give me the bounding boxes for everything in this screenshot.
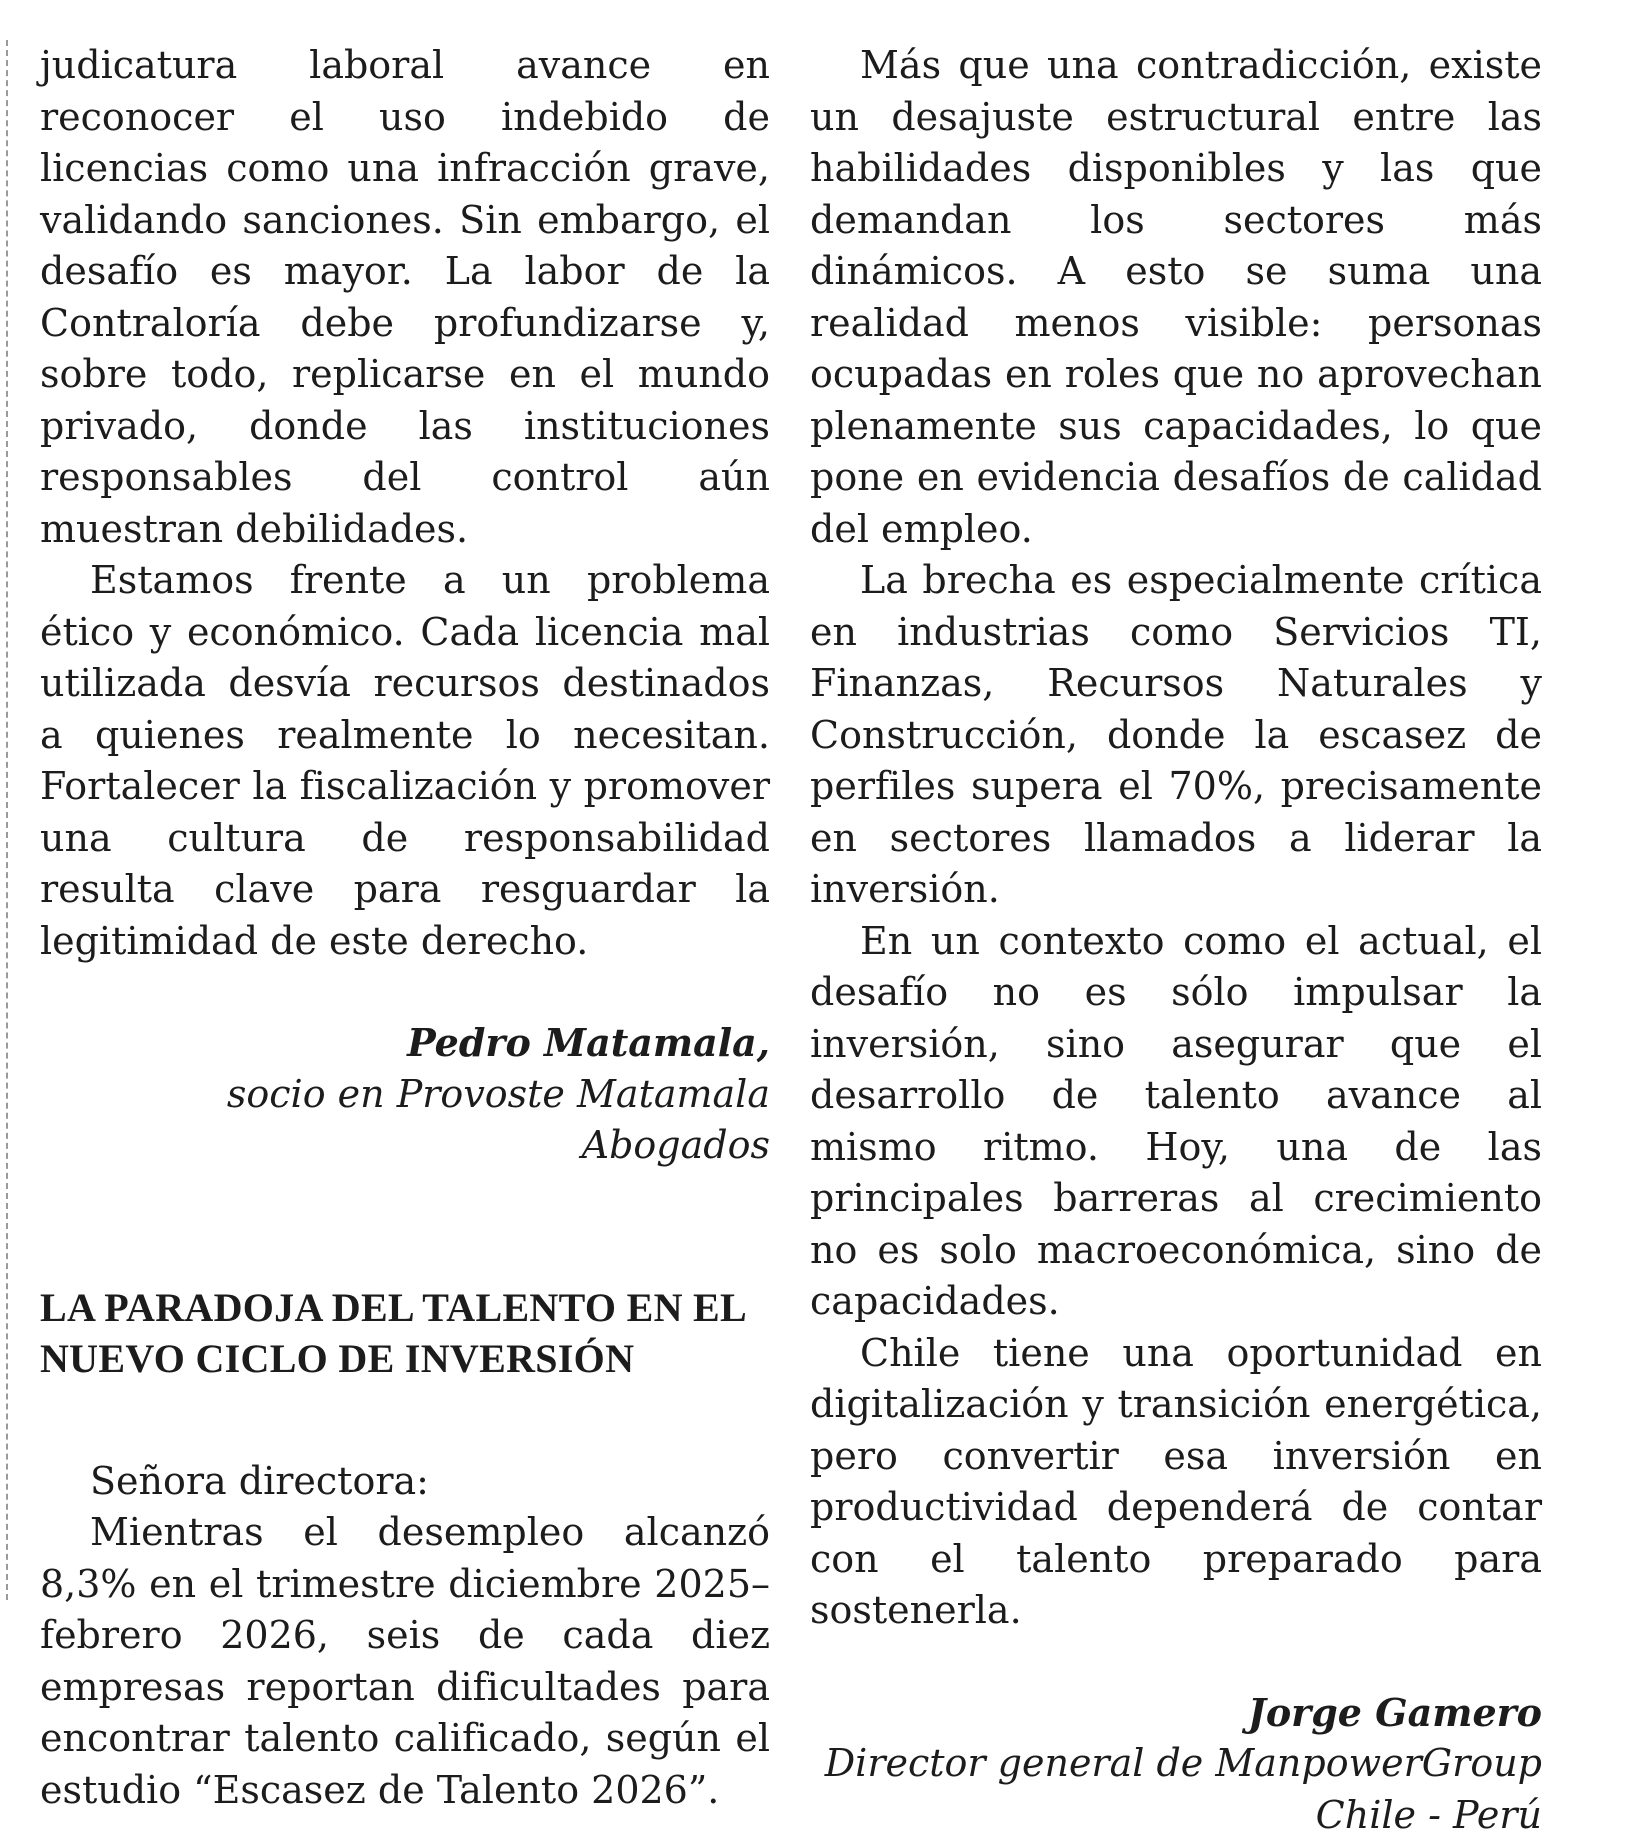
letter2-paragraph-1: Mientras el desempleo alcanzó 8,3% en el trimestre diciembre 2025–febrero 2026, seis de cada diez empresas reportan dificultades para encontrar talento calificado, según el estudio “Escasez de Talento 2026”. [40, 1507, 770, 1816]
letter1-continuation-text: judicatura laboral avance en reconocer el uso indebido de licencias como una infracción grave, validando sanciones. Sin embargo, el desafío es mayor. La labor de la Contraloría debe profundizarse y, sobre todo, replicarse en el mundo privado, donde las instituciones responsables del control aún muestran debilidades. [40, 40, 770, 555]
letter2-signature-role-line1: Director general de ManpowerGroup [810, 1738, 1542, 1790]
letter2-salutation: Señora directora: [40, 1456, 770, 1508]
column-edge-rule [6, 40, 8, 1600]
letter2-paragraph-5: Chile tiene una oportunidad en digitalización y transición energética, pero convertir esa inversión en productividad dependerá de contar con el talento preparado para sostenerla. [810, 1328, 1542, 1637]
letter2-headline [40, 1282, 770, 1384]
letter1-paragraph-2: Estamos frente a un problema ético y económico. Cada licencia mal utilizada desvía recursos destinados a quienes realmente lo necesitan. Fortalecer la fiscalización y promover una cultura de responsabilidad resulta clave para resguardar la legitimidad de este derecho. [40, 555, 770, 967]
letter2-paragraph-4: En un contexto como el actual, el desafío no es sólo impulsar la inversión, sino asegurar que el desarrollo de talento avance al mismo ritmo. Hoy, una de las principales barreras al crecimiento no es solo macroeconómica, sino de capacidades. [810, 916, 1542, 1328]
left-column [40, 40, 770, 1816]
letter1-signature-role: socio en Provoste Matamala Abogados [40, 1069, 770, 1172]
letter2-paragraph-3: La brecha es especialmente crítica en industrias como Servicios TI, Finanzas, Recursos Naturales y Construcción, donde la escasez de perfiles supera el 70%, precisamente en sectores llamados a liderar la inversión. [810, 555, 1542, 916]
right-column [810, 40, 1542, 1841]
letter2-paragraph-2: Más que una contradicción, existe un desajuste estructural entre las habilidades disponibles y las que demandan los sectores más dinámicos. A esto se suma una realidad menos visible: personas ocupadas en roles que no aprovechan plenamente sus capacidades, lo que pone en evidencia desafíos de calidad del empleo. [810, 40, 1542, 555]
letter2-headline-line1: LA PARADOJA DEL TALENTO EN EL [40, 1285, 747, 1330]
letter2-headline-line2: NUEVO CICLO DE INVERSIÓN [40, 1336, 634, 1381]
letter2-signature-role-line2: Chile - Perú [810, 1790, 1542, 1841]
letter2-signature-name: Jorge Gamero [810, 1687, 1542, 1739]
letter1-signature-name: Pedro Matamala, [40, 1017, 770, 1069]
